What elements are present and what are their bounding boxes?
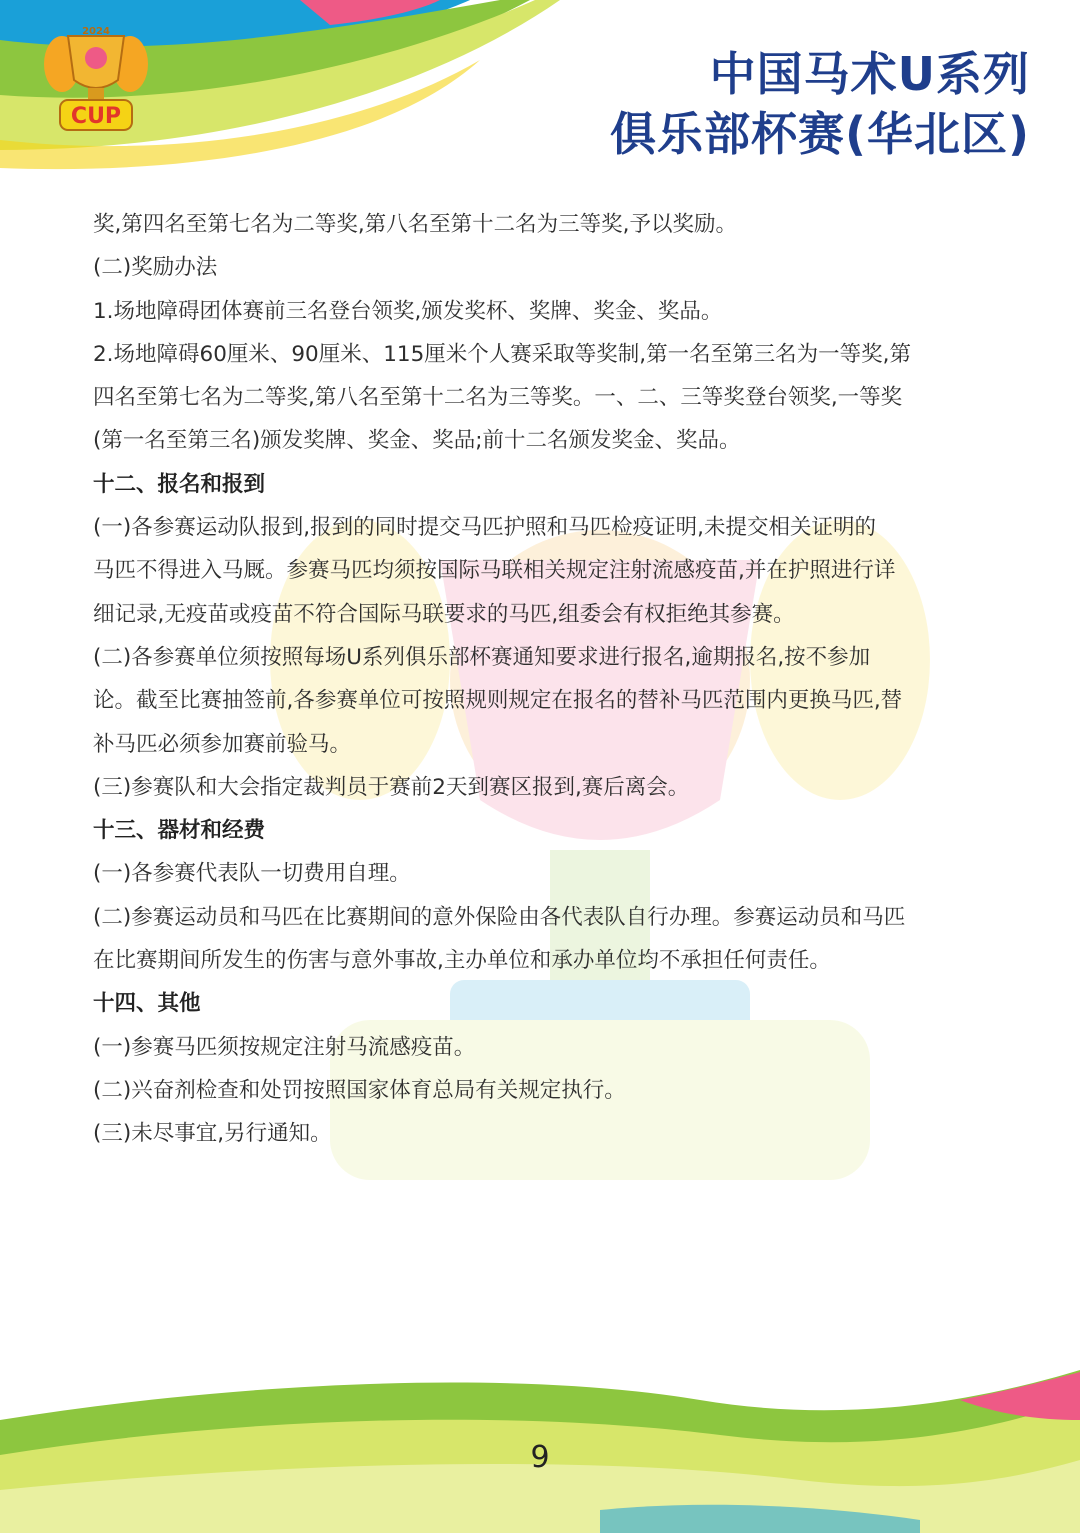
section-heading: 十二、报名和报到 [93,471,266,497]
body-line: 2.场地障碍60厘米、90厘米、115厘米个人赛采取等奖制,第一名至第三名为一等奖,第 [93,341,911,367]
section-heading: 十三、器材和经费 [93,818,266,844]
body-line: 补马匹必须参加赛前验马。 [93,731,352,757]
body-line: 四名至第七名为二等奖,第八名至第十二名为三等奖。一、二、三等奖登台领奖,一等奖 [93,385,903,411]
body-line: 细记录,无疫苗或疫苗不符合国际马联要求的马匹,组委会有权拒绝其参赛。 [93,601,795,627]
title-line-1: 中国马术U系列 [709,47,1030,101]
body-line: (三)参赛队和大会指定裁判员于赛前2天到赛区报到,赛后离会。 [93,774,690,800]
body-line: (三)未尽事宜,另行通知。 [93,1121,332,1147]
body-line: 1.场地障碍团体赛前三名登台领奖,颁发奖杯、奖牌、奖金、奖品。 [93,298,723,324]
logo-text: CUP [70,104,122,129]
title-line-2: 俱乐部杯赛(华北区) [609,107,1030,161]
body-line: (一)各参赛运动队报到,报到的同时提交马匹护照和马匹检疫证明,未提交相关证明的 [93,515,876,541]
body-line: (一)参赛马匹须按规定注射马流感疫苗。 [93,1034,476,1060]
body-line: 马匹不得进入马厩。参赛马匹均须按国际马联相关规定注射流感疫苗,并在护照进行详 [93,558,896,584]
body-line: (二)兴奋剂检查和处罚按照国家体育总局有关规定执行。 [93,1077,626,1103]
logo-year: 2024 [82,26,110,37]
cup-trophy-logo [40,22,152,134]
section-heading: 十四、其他 [93,991,201,1017]
body-line: 奖,第四名至第七名为二等奖,第八名至第十二名为三等奖,予以奖励。 [93,212,738,237]
body-line: (二)奖励办法 [93,255,218,281]
page-number: 9 [530,1440,550,1475]
body-line: (一)各参赛代表队一切费用自理。 [93,861,411,887]
page-title [610,44,1030,164]
body-line: 在比赛期间所发生的伤害与意外事故,主办单位和承办单位均不承担任何责任。 [93,948,831,974]
body-line: (二)参赛运动员和马匹在比赛期间的意外保险由各代表队自行办理。参赛运动员和马匹 [93,904,906,930]
body-line: (第一名至第三名)颁发奖牌、奖金、奖品;前十二名颁发奖金、奖品。 [93,428,741,454]
body-line: 论。截至比赛抽签前,各参赛单位可按照规则规定在报名的替补马匹范围内更换马匹,替 [93,688,903,714]
body-line: (二)各参赛单位须按照每场U系列俱乐部杯赛通知要求进行报名,逾期报名,按不参加 [93,644,871,670]
body-text [93,203,993,1156]
